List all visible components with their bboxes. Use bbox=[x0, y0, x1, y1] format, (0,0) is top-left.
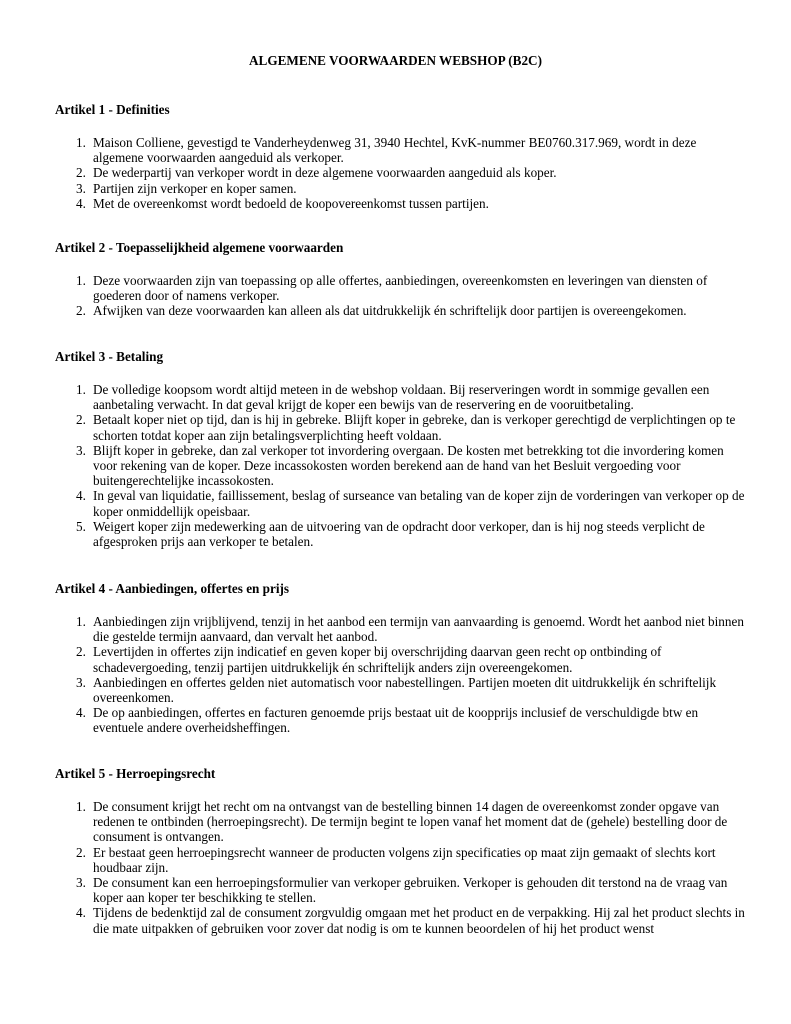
list-item bbox=[55, 135, 745, 165]
item-number: 4. bbox=[76, 488, 86, 504]
item-text: Afwijken van deze voorwaarden kan alleen als dat uitdrukkelijk én schriftelijk door partijen is overeengekomen. bbox=[93, 303, 687, 319]
list-item bbox=[55, 303, 745, 318]
item-text: Tijdens de bedenktijd zal de consument zorgvuldig omgaan met het product en de verpakking. Hij zal het product slechts in die mate uitpakken of gebruiken voor zover dat nodig is om te kunnen beoordelen of hij het product wenst bbox=[93, 905, 745, 936]
list-item bbox=[55, 181, 745, 196]
list-item bbox=[55, 273, 745, 303]
item-number: 2. bbox=[76, 303, 86, 319]
item-number: 2. bbox=[76, 644, 86, 660]
list-item bbox=[55, 382, 745, 412]
item-number: 3. bbox=[76, 442, 86, 458]
article-4 bbox=[55, 581, 745, 736]
list-item bbox=[55, 488, 745, 518]
item-number: 1. bbox=[76, 135, 86, 150]
list-item bbox=[55, 165, 745, 180]
item-number: 2. bbox=[76, 165, 86, 181]
item-text: Er bestaat geen herroepingsrecht wanneer de producten volgens zijn specificaties op maat zijn gemaakt of slechts kort houdbaar zijn. bbox=[93, 844, 716, 875]
list-item bbox=[55, 412, 745, 442]
article-2 bbox=[55, 240, 745, 319]
list-item bbox=[55, 614, 745, 644]
item-text: De consument kan een herroepingsformulier van verkoper gebruiken. Verkoper is gehouden dit terstond na de vraag van koper aan koper ter beschikking te stellen. bbox=[93, 875, 728, 906]
item-text: De consument krijgt het recht om na ontvangst van de bestelling binnen 14 dagen de overeenkomst zonder opgave van redenen te ontbinden (herroepingsrecht). De termijn begint te lopen vanaf het moment dat de (gehele) bestelling door de consument is ontvangen. bbox=[93, 799, 728, 845]
item-number: 4. bbox=[76, 905, 86, 921]
article-list bbox=[55, 799, 745, 936]
item-number: 2. bbox=[76, 412, 86, 428]
item-text: Aanbiedingen en offertes gelden niet automatisch voor nabestellingen. Partijen moeten dit uitdrukkelijk én schriftelijk overeenkomen. bbox=[93, 674, 717, 706]
item-text: Blijft koper in gebreke, dan zal verkoper tot invordering overgaan. De kosten met betrekking tot die invordering komen voor rekening van de koper. Deze incassokosten worden berekend aan de hand van het Besluit vergoeding voor buitengerechtelijke incassokosten. bbox=[93, 442, 724, 489]
article-1 bbox=[55, 102, 745, 211]
item-number: 3. bbox=[76, 180, 86, 196]
list-item bbox=[55, 443, 745, 489]
article-list bbox=[55, 614, 745, 736]
document-title: ALGEMENE VOORWAARDEN WEBSHOP (B2C) bbox=[249, 53, 542, 68]
list-item bbox=[55, 519, 745, 549]
article-5 bbox=[55, 766, 745, 936]
list-item bbox=[55, 845, 745, 875]
item-number: 3. bbox=[76, 674, 86, 690]
article-heading: Artikel 3 - Betaling bbox=[55, 349, 164, 364]
list-item bbox=[55, 799, 745, 845]
item-number: 5. bbox=[76, 518, 86, 534]
item-text: In geval van liquidatie, faillissement, beslag of surseance van betaling van de koper zijn de vorderingen van verkoper op de koper onmiddellijk opeisbaar. bbox=[93, 488, 745, 519]
item-number: 1. bbox=[76, 273, 86, 288]
article-heading: Artikel 1 - Definities bbox=[55, 102, 170, 117]
item-number: 4. bbox=[76, 195, 86, 211]
article-heading: Artikel 2 - Toepasselijkheid algemene voorwaarden bbox=[55, 240, 344, 255]
item-number: 1. bbox=[76, 382, 86, 397]
item-number: 1. bbox=[76, 614, 86, 629]
article-list bbox=[55, 273, 745, 319]
list-item bbox=[55, 196, 745, 211]
list-item bbox=[55, 705, 745, 735]
list-item bbox=[55, 644, 745, 674]
article-list bbox=[55, 135, 745, 211]
item-text: Betaalt koper niet op tijd, dan is hij in gebreke. Blijft koper in gebreke, dan is verkoper gerechtigd de verplichtingen op te schorten totdat koper aan zijn betalingsverplichting heeft voldaan. bbox=[93, 412, 736, 443]
item-text: Levertijden in offertes zijn indicatief en geven koper bij overschrijding daarvan geen recht op ontbinding of schadevergoeding, tenzij partijen uitdrukkelijk én schriftelijk anders zijn overeengekomen. bbox=[93, 644, 662, 675]
item-text: Met de overeenkomst wordt bedoeld de koopovereenkomst tussen partijen. bbox=[93, 195, 489, 211]
item-text: Weigert koper zijn medewerking aan de uitvoering van de opdracht door verkoper, dan is hij nog steeds verplicht de afgesproken prijs aan verkoper te betalen. bbox=[93, 518, 705, 550]
item-number: 3. bbox=[76, 875, 86, 891]
list-item bbox=[55, 675, 745, 705]
item-text: Aanbiedingen zijn vrijblijvend, tenzij in het aanbod een termijn van aanvaarding is genoemd. Wordt het aanbod niet binnen die gestelde termijn aanvaard, dan vervalt het aanbod. bbox=[93, 614, 744, 645]
item-number: 1. bbox=[76, 799, 86, 814]
item-number: 2. bbox=[76, 844, 86, 860]
item-text: Maison Colliene, gevestigd te Vanderheydenweg 31, 3940 Hechtel, KvK-nummer BE0760.317.969, wordt in deze algemene voorwaarden aangeduid als verkoper. bbox=[93, 135, 697, 166]
article-heading: Artikel 5 - Herroepingsrecht bbox=[55, 766, 216, 781]
list-item bbox=[55, 875, 745, 905]
item-text: De wederpartij van verkoper wordt in deze algemene voorwaarden aangeduid als koper. bbox=[93, 165, 557, 181]
article-list bbox=[55, 382, 745, 549]
list-item bbox=[55, 905, 745, 935]
article-3 bbox=[55, 349, 745, 549]
item-text: Partijen zijn verkoper en koper samen. bbox=[93, 180, 297, 196]
item-text: De op aanbiedingen, offertes en facturen genoemde prijs bestaat uit de koopprijs inclusief de verschuldigde btw en eventuele andere overheidsheffingen. bbox=[93, 705, 699, 736]
item-number: 4. bbox=[76, 705, 86, 721]
item-text: De volledige koopsom wordt altijd meteen in de webshop voldaan. Bij reserveringen wordt in sommige gevallen een aanbetaling verwacht. In dat geval krijgt de koper een bewijs van de reservering en de vooruitbetaling. bbox=[93, 382, 710, 413]
article-heading: Artikel 4 - Aanbiedingen, offertes en prijs bbox=[55, 581, 290, 596]
item-text: Deze voorwaarden zijn van toepassing op alle offertes, aanbiedingen, overeenkomsten en leveringen van diensten of goederen door of namens verkoper. bbox=[93, 273, 708, 304]
